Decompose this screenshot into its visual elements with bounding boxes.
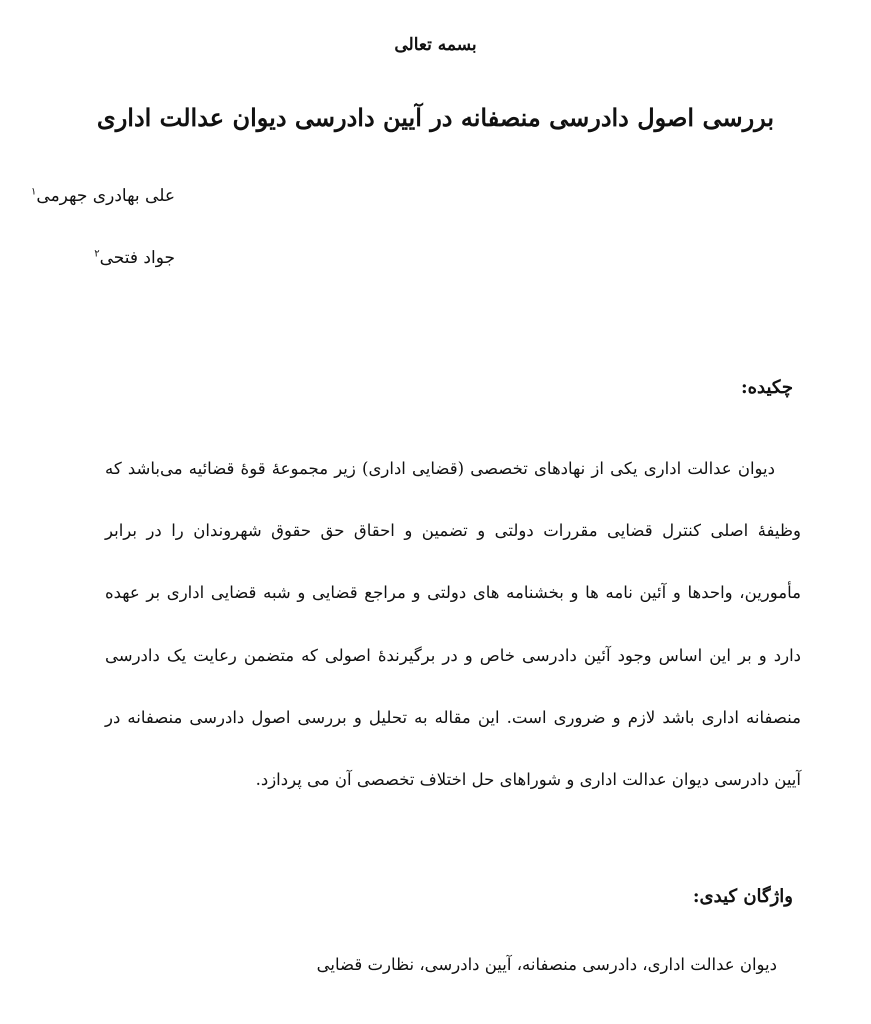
author-1-name: علی بهادری جهرمی — [36, 186, 175, 206]
author-1 — [31, 184, 175, 208]
author-2-footnote-marker: ۲ — [94, 248, 100, 260]
abstract-text: دیوان عدالت اداری یکی از نهادهای تخصصی (قضایی اداری) زیر مجموعهٔ قوهٔ قضائیه می‌باشد که وظیفهٔ اصلی کنترل قضایی مقررات دولتی و تضمین و احقاق حق حقوق شهروندان را در برابر مأمورین، واحدها و آئین نامه ها و بخشنامه های دولتی و مراجع قضایی و شبه قضایی اداری بر عهده دارد و بر این اساس وجود آئین دادرسی خاص و در برگیرندهٔ اصولی که متضمن رعایت یک دادرسی منصفانه اداری باشد لازم و ضروری است. این مقاله به تحلیل و بررسی اصول دادرسی منصفانه در آیین دادرسی دیوان عدالت اداری و شوراهای حل اختلاف تخصصی آن می پردازد. — [105, 459, 801, 790]
author-2-name: جواد فتحی — [99, 248, 175, 268]
paper-title: بررسی اصول دادرسی منصفانه در آیین دادرسی دیوان عدالت اداری — [96, 103, 775, 132]
keywords-heading: واژگان کیدی: — [692, 886, 793, 907]
author-2 — [94, 246, 175, 270]
basmala-heading: بسمه تعالی — [394, 35, 477, 55]
abstract-heading: چکیده: — [740, 377, 793, 398]
keywords-text: دیوان عدالت اداری، دادرسی منصفانه، آیین دادرسی، نظارت قضایی — [316, 955, 777, 974]
author-1-footnote-marker: ۱ — [31, 186, 37, 198]
